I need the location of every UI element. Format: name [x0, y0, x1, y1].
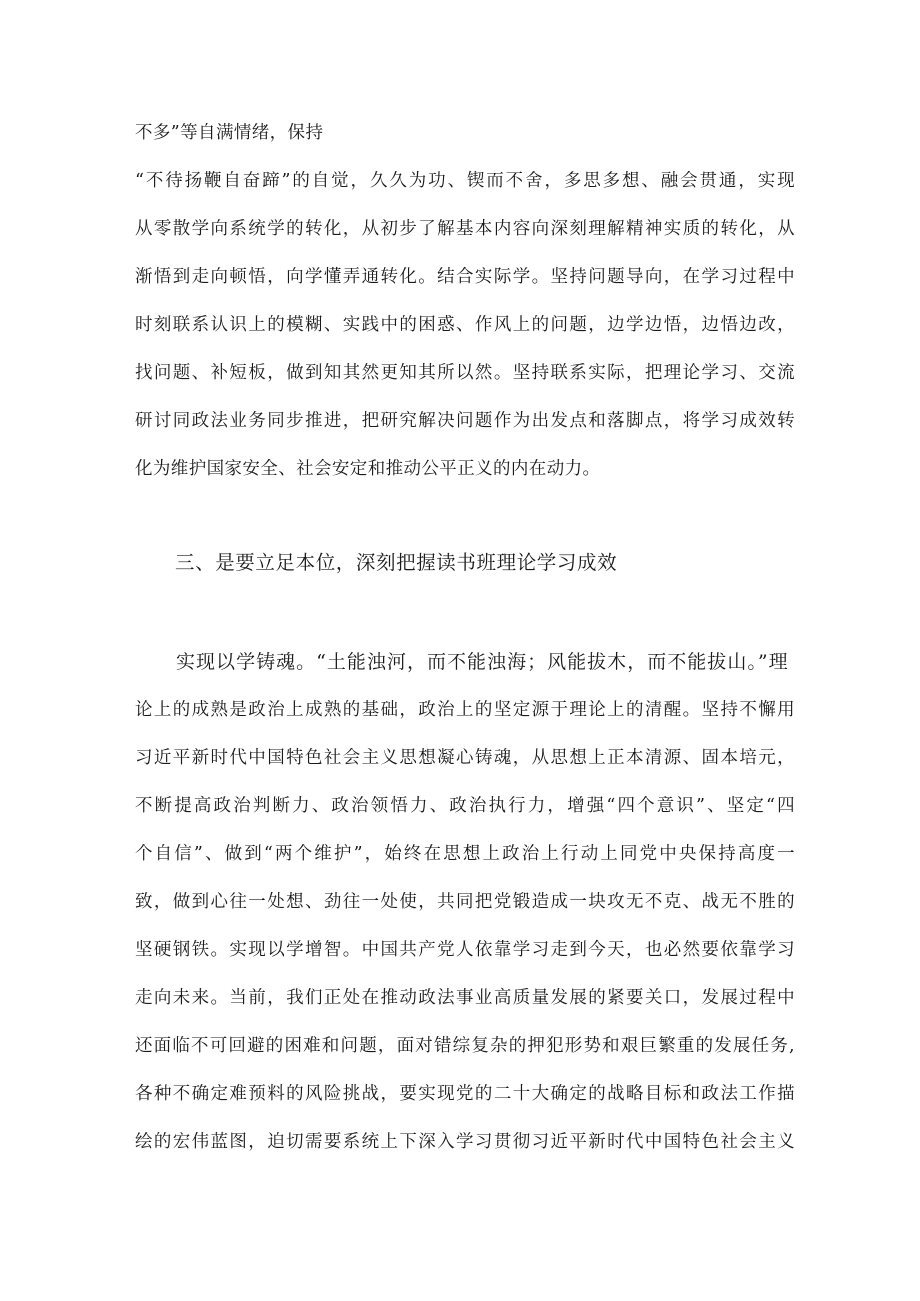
paragraph-line: 不断提高政治判断力、政治领悟力、政治执行力，增强“四个意识”、坚定“四 [135, 796, 795, 816]
paragraph-line: “不待扬鞭自奋蹄”的自觉，久久为功、锲而不舍，多思多想、融会贯通，实现 [135, 171, 795, 191]
paragraph-line: 渐悟到走向顿悟，向学懂弄通转化。结合实际学。坚持问题导向，在学习过程中 [135, 267, 795, 287]
section-heading: 三、是要立足本位，深刻把握读书班理论学习成效 [175, 551, 618, 574]
paragraph-line: 走向未来。当前，我们正处在推动政法事业高质量发展的紧要关口，发展过程中 [135, 988, 795, 1008]
paragraph-line: 各种不确定难预料的风险挑战，要实现党的二十大确定的战略目标和政法工作描 [135, 1084, 795, 1104]
paragraph-line: 实现以学铸魂。“土能浊河，而不能浊海；风能拔木，而不能拔山。”理 [176, 651, 788, 673]
paragraph-line: 化为维护国家安全、社会安定和推动公平正义的内在动力。 [135, 459, 601, 479]
paragraph-line: 研讨同政法业务同步推进，把研究解决问题作为出发点和落脚点，将学习成效转 [135, 411, 795, 431]
paragraph-line: 论上的成熟是政治上成熟的基础，政治上的坚定源于理论上的清醒。坚持不懈用 [135, 700, 795, 720]
paragraph-line: 还面临不可回避的困难和问题，面对错综复杂的押犯形势和艰巨繁重的发展任务, [135, 1036, 795, 1056]
paragraph-line: 不多”等自满情绪，保持 [135, 123, 324, 143]
paragraph-line: 个自信”、做到“两个维护”，始终在思想上政治上行动上同党中央保持高度一 [135, 844, 795, 864]
paragraph-line: 从零散学向系统学的转化，从初步了解基本内容向深刻理解精神实质的转化，从 [135, 219, 795, 239]
paragraph-line: 致，做到心往一处想、劲往一处使，共同把党锻造成一块攻无不克、战无不胜的 [135, 892, 795, 912]
paragraph-line: 习近平新时代中国特色社会主义思想凝心铸魂，从思想上正本清源、固本培元， [135, 748, 795, 768]
paragraph-line: 坚硬钢铁。实现以学增智。中国共产党人依靠学习走到今天，也必然要依靠学习 [135, 940, 795, 960]
paragraph-line: 时刻联系认识上的模糊、实践中的困惑、作风上的问题，边学边悟，边悟边改， [135, 315, 795, 335]
paragraph-line: 绘的宏伟蓝图，迫切需要系统上下深入学习贯彻习近平新时代中国特色社会主义 [135, 1132, 795, 1152]
paragraph-line: 找问题、补短板，做到知其然更知其所以然。坚持联系实际，把理论学习、交流 [135, 363, 795, 383]
